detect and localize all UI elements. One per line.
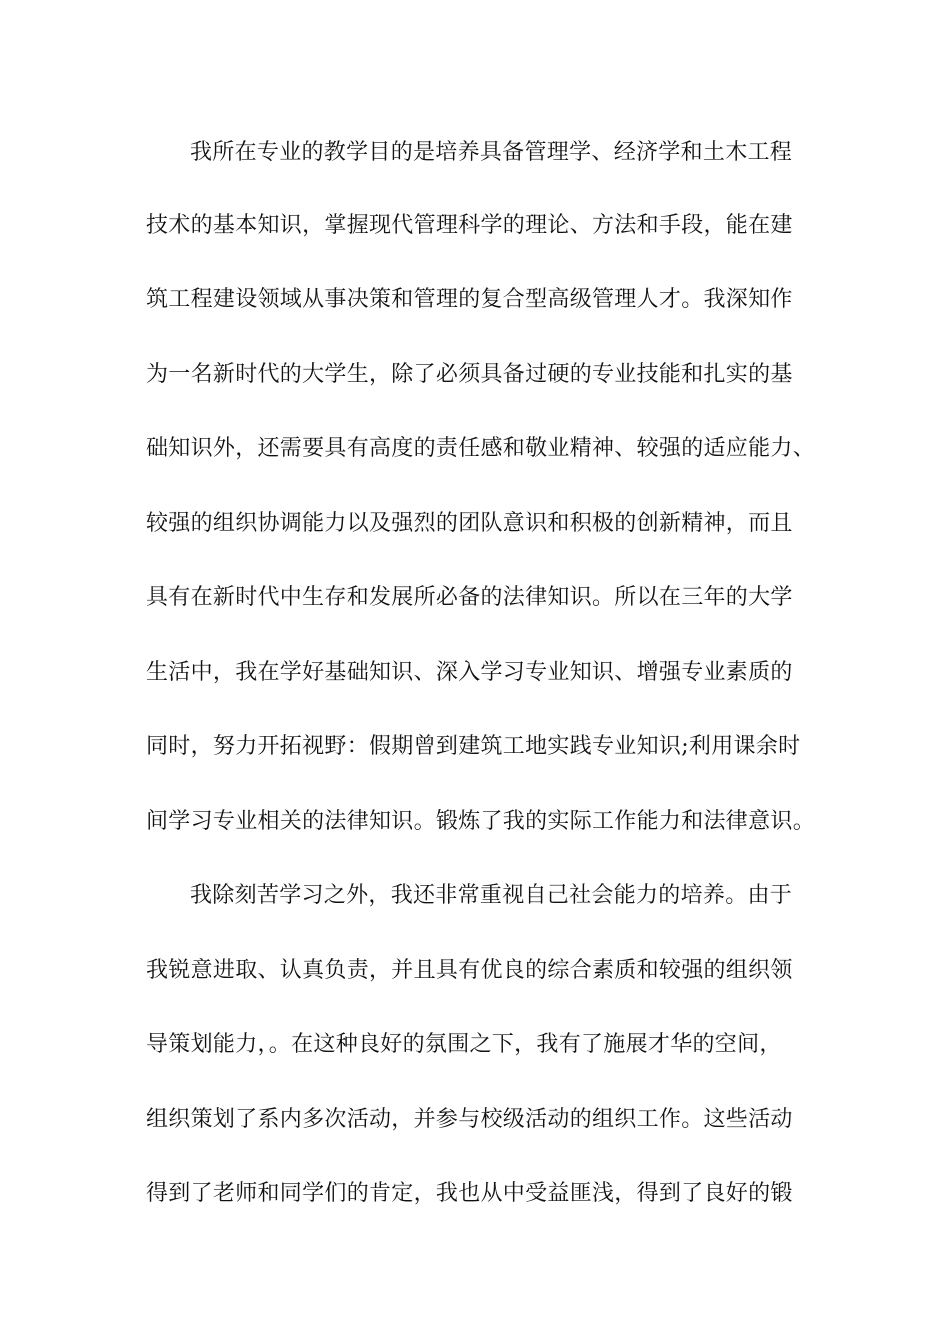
- paragraph-1-line-1: 我所在专业的教学目的是培养具备管理学、经济学和土木工程: [190, 140, 793, 165]
- paragraph-2-line-5: 得到了老师和同学们的肯定，我也从中受益匪浅，得到了良好的锻: [146, 1181, 793, 1206]
- paragraph-1-line-10: 间学习专业相关的法律知识。锻炼了我的实际工作能力和法律意识。: [146, 809, 816, 834]
- paragraph-2-line-3: 导策划能力，。在这种良好的氛围之下，我有了施展才华的空间，: [146, 1032, 782, 1057]
- paragraph-1-line-3: 筑工程建设领域从事决策和管理的复合型高级管理人才。我深知作: [146, 287, 793, 312]
- paragraph-1-line-5: 础知识外，还需要具有高度的责任感和敬业精神、较强的适应能力、: [146, 436, 816, 461]
- paragraph-1-line-7: 具有在新时代中生存和发展所必备的法律知识。所以在三年的大学: [146, 585, 793, 610]
- paragraph-1-line-4: 为一名新时代的大学生，除了必须具备过硬的专业技能和扎实的基: [146, 362, 793, 387]
- paragraph-1-line-2: 技术的基本知识，掌握现代管理科学的理论、方法和手段，能在建: [146, 213, 793, 238]
- paragraph-2-line-2: 我锐意进取、认真负责，并且具有优良的综合素质和较强的组织领: [146, 958, 793, 983]
- paragraph-1-line-9: 同时，努力开拓视野：假期曾到建筑工地实践专业知识;利用课余时: [146, 734, 801, 759]
- paragraph-2-line-4: 组织策划了系内多次活动，并参与校级活动的组织工作。这些活动: [146, 1107, 793, 1132]
- paragraph-1-line-8: 生活中，我在学好基础知识、深入学习专业知识、增强专业素质的: [146, 660, 793, 685]
- paragraph-2-line-1: 我除刻苦学习之外，我还非常重视自己社会能力的培养。由于: [190, 883, 793, 908]
- paragraph-1-line-6: 较强的组织协调能力以及强烈的团队意识和积极的创新精神，而且: [146, 511, 793, 536]
